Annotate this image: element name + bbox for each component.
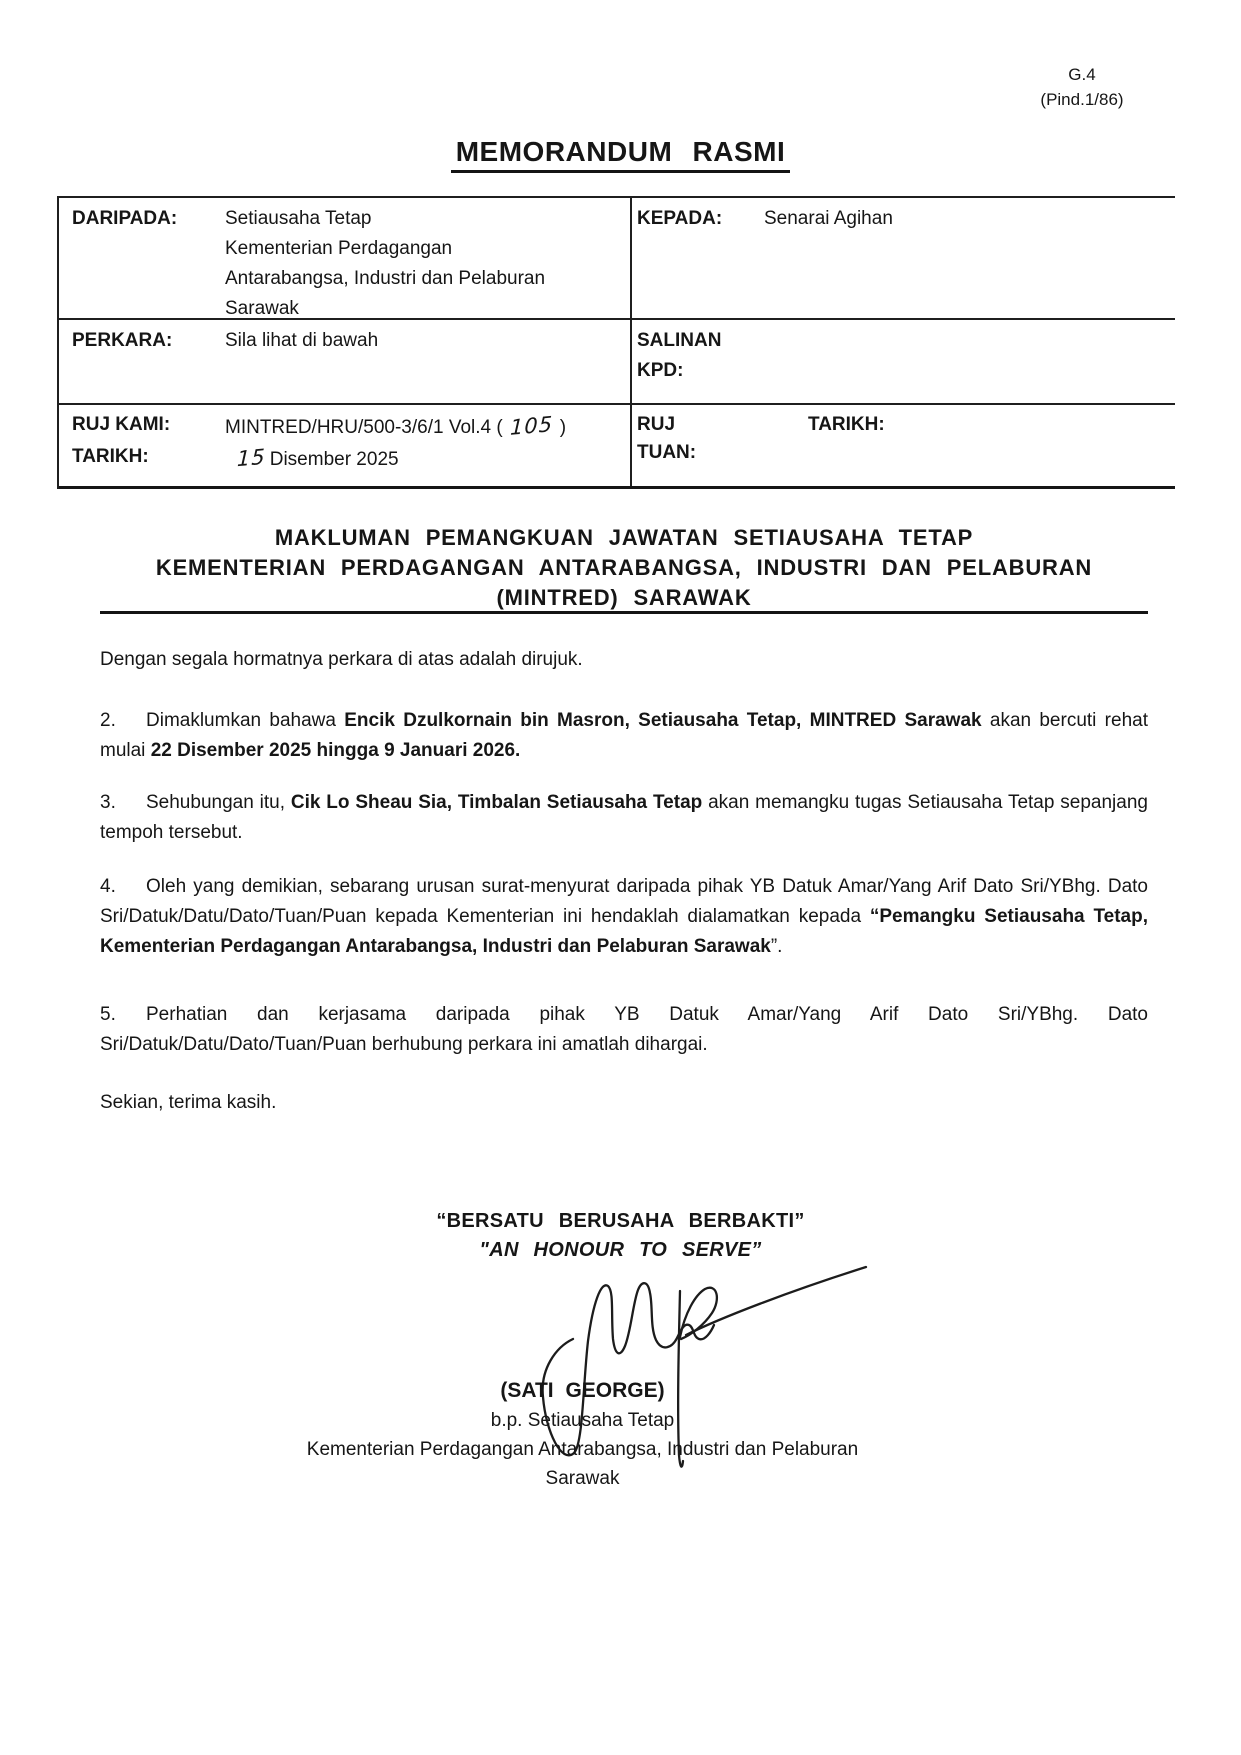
- cell-perkara: [59, 320, 632, 403]
- cell-kepada: [632, 198, 1175, 318]
- perkara-label: PERKARA:: [72, 330, 173, 351]
- cell-ruj-tuan: [632, 405, 1175, 486]
- paragraph-5: 5. Perhatian dan kerjasama daripada pihak YB Datuk Amar/Yang Arif Dato Sri/YBhg. Dato Sri/Datuk/Datu/Dato/Tuan/Puan berhubung perkara ini amatlah dihargai.: [100, 1000, 1148, 1060]
- ruj-kami-value: MINTRED/HRU/500-3/6/1 Vol.4 ( 105 ): [225, 411, 630, 443]
- memo-body: [100, 645, 1148, 1118]
- daripada-value: Setiausaha Tetap Kementerian Perdagangan Antarabangsa, Industri dan Pelaburan Sarawak: [225, 208, 546, 319]
- daripada-label: DARIPADA:: [72, 208, 178, 229]
- ruj-kami-label: RUJ KAMI:: [72, 414, 171, 435]
- paragraph-3: 3. Sehubungan itu, Cik Lo Sheau Sia, Timbalan Setiausaha Tetap akan memangku tugas Setiausaha Tetap sepanjang tempoh tersebut.: [100, 788, 1148, 848]
- paragraph-3-number: 3.: [100, 792, 116, 813]
- page-title: MEMORANDUM RASMI: [451, 136, 791, 173]
- form-revision: (Pind.1/86): [1040, 90, 1124, 109]
- subject-heading: [100, 523, 1148, 613]
- subject-line-1: MAKLUMAN PEMANGKUAN JAWATAN SETIAUSAHA TETAP: [274, 525, 974, 550]
- tarikh-kami-value: 15 Disember 2025: [225, 443, 630, 475]
- cell-salinan: [632, 320, 1175, 403]
- signature-block: [0, 1375, 1165, 1493]
- subject-line-3: (MINTRED) SARAWAK: [496, 585, 752, 610]
- signatory-state: Sarawak: [545, 1468, 620, 1489]
- motto-malay: “BERSATU BERUSAHA BERBAKTI”: [436, 1210, 805, 1232]
- signatory-name: (SATI GEORGE): [500, 1379, 665, 1402]
- handwritten-ref-number: 105: [509, 412, 554, 440]
- table-row-perkara-salinan: [59, 320, 1175, 405]
- subject-underline-rule: [100, 611, 1148, 614]
- salinan-label-line1: SALINAN: [637, 330, 722, 351]
- handwritten-day: 15: [236, 444, 267, 472]
- memo-header-table: [57, 196, 1175, 489]
- cell-ruj-kami: [59, 405, 632, 486]
- paragraph-2: 2. Dimaklumkan bahawa Encik Dzulkornain bin Masron, Setiausaha Tetap, MINTRED Sarawak akan bercuti rehat mulai 22 Disember 2025 hingga 9 Januari 2026.: [100, 706, 1148, 766]
- tarikh-kami-label: TARIKH:: [72, 446, 149, 467]
- paragraph-5-number: 5.: [100, 1004, 116, 1025]
- signatory-title: b.p. Setiausaha Tetap: [490, 1410, 675, 1431]
- doc-title-wrap: [0, 136, 1241, 173]
- paragraph-2-number: 2.: [100, 710, 116, 731]
- table-row-daripada-kepada: [59, 198, 1175, 320]
- signatory-ministry: Kementerian Perdagangan Antarabangsa, Industri dan Pelaburan: [306, 1439, 859, 1460]
- motto-english: "AN HONOUR TO SERVE”: [479, 1239, 762, 1261]
- paragraph-4-number: 4.: [100, 876, 116, 897]
- kepada-label: KEPADA:: [637, 208, 723, 229]
- salinan-label-line2: KPD:: [637, 360, 684, 381]
- cell-daripada: [59, 198, 632, 318]
- paragraph-4: 4. Oleh yang demikian, sebarang urusan surat-menyurat daripada pihak YB Datuk Amar/Yang Arif Dato Sri/YBhg. Dato Sri/Datuk/Datu/Dato/Tuan/Puan kepada Kementerian ini hendaklah dialamatkan kepada “Pemangku Setiausaha Tetap, Kementerian Perdagangan Antarabangsa, Industri dan Pelaburan Sarawak”.: [100, 872, 1148, 962]
- paragraph-1: Dengan segala hormatnya perkara di atas adalah dirujuk.: [100, 649, 583, 670]
- ruj-tuan-label-line1: RUJ: [637, 414, 676, 435]
- form-code: G.4: [1068, 65, 1096, 84]
- tarikh-tuan-label: TARIKH:: [808, 414, 885, 435]
- ruj-tuan-label-line2: TUAN:: [637, 442, 697, 463]
- table-row-rujukan-tarikh: [59, 405, 1175, 489]
- closing-line: Sekian, terima kasih.: [100, 1092, 277, 1113]
- kepada-value: Senarai Agihan: [764, 208, 893, 229]
- perkara-value: Sila lihat di bawah: [225, 330, 379, 351]
- form-code-block: [1012, 62, 1152, 112]
- subject-line-2: KEMENTERIAN PERDAGANGAN ANTARABANGSA, INDUSTRI DAN PELABURAN: [155, 555, 1093, 580]
